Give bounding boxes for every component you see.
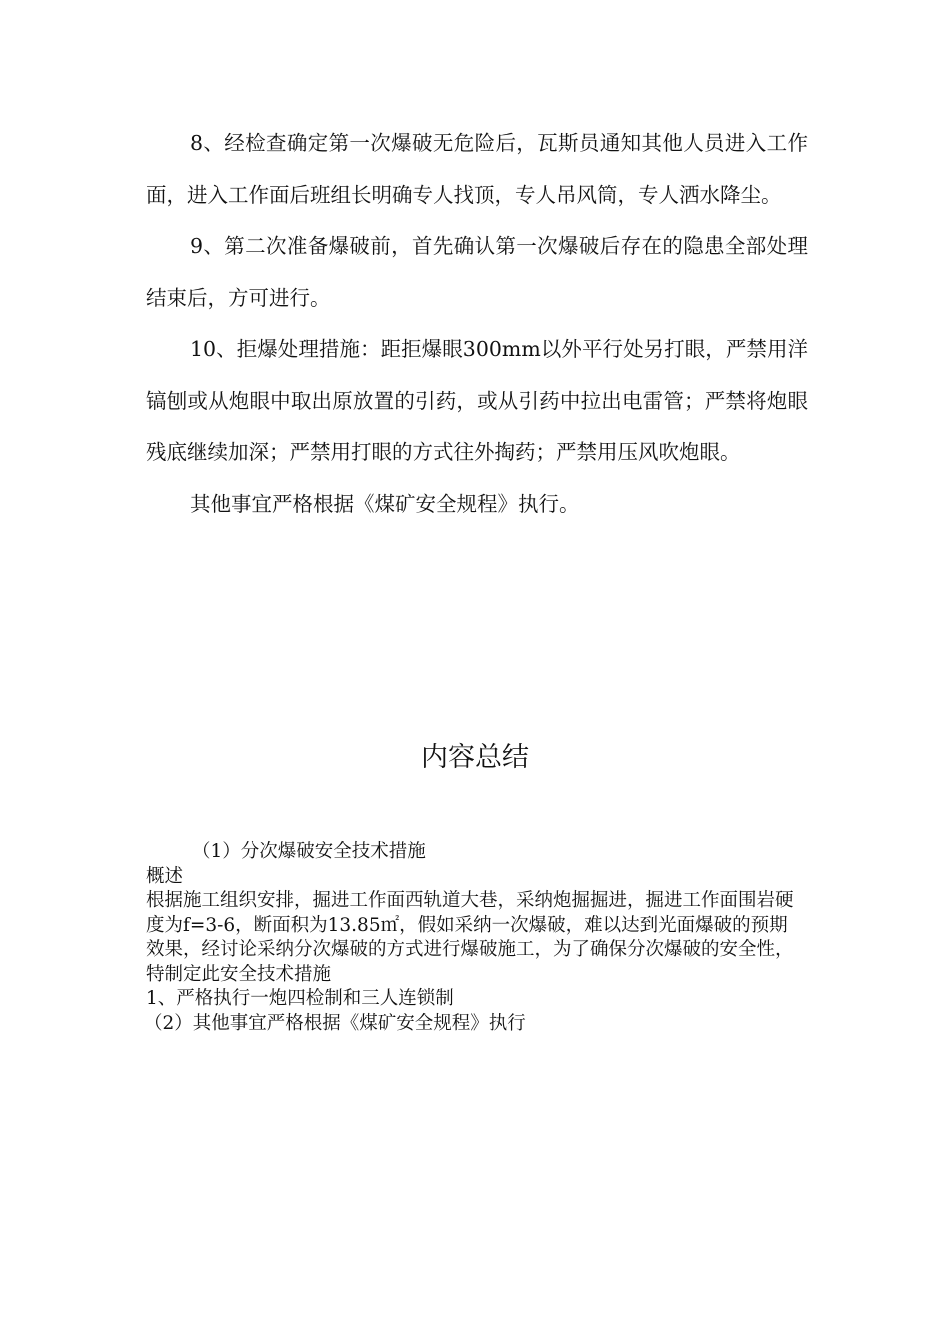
- summary-rule-1: 1、严格执行一炮四检制和三人连锁制: [146, 988, 454, 1009]
- summary-overview-text: 根据施工组织安排，掘进工作面西轨道大巷，采纳炮掘掘进，掘进工作面围岩硬度为f=3-6，断面积为13.85㎡，假如采纳一次爆破，难以达到光面爆破的预期效果，经讨论采纳分次爆破的方式进行爆破施工，为了确保分次爆破的安全性，特制定此安全技术措施: [146, 890, 794, 985]
- summary-block: [146, 840, 796, 1036]
- paragraph-10: 10、拒爆处理措施：距拒爆眼300mm以外平行处另打眼，严禁用洋镐刨或从炮眼中取出原放置的引药，或从引药中拉出电雷管；严禁将炮眼残底继续加深；严禁用打眼的方式往外掏药；严禁用压风吹炮眼。: [146, 337, 808, 464]
- paragraph-9: 9、第二次准备爆破前，首先确认第一次爆破后存在的隐患全部处理结束后，方可进行。: [146, 234, 808, 310]
- paragraph-8: 8、经检查确定第一次爆破无危险后，瓦斯员通知其他人员进入工作面，进入工作面后班组长明确专人找顶，专人吊风筒，专人洒水降尘。: [146, 131, 808, 207]
- body-text: [146, 118, 808, 530]
- summary-overview-label: 概述: [146, 865, 184, 887]
- summary-title: 内容总结: [421, 742, 529, 773]
- summary-item-1: （1）分次爆破安全技术措施: [192, 841, 426, 862]
- summary-item-2: （2）其他事宜严格根据《煤矿安全规程》执行: [144, 1012, 526, 1034]
- paragraph-closing: 其他事宜严格根据《煤矿安全规程》执行。: [190, 491, 580, 516]
